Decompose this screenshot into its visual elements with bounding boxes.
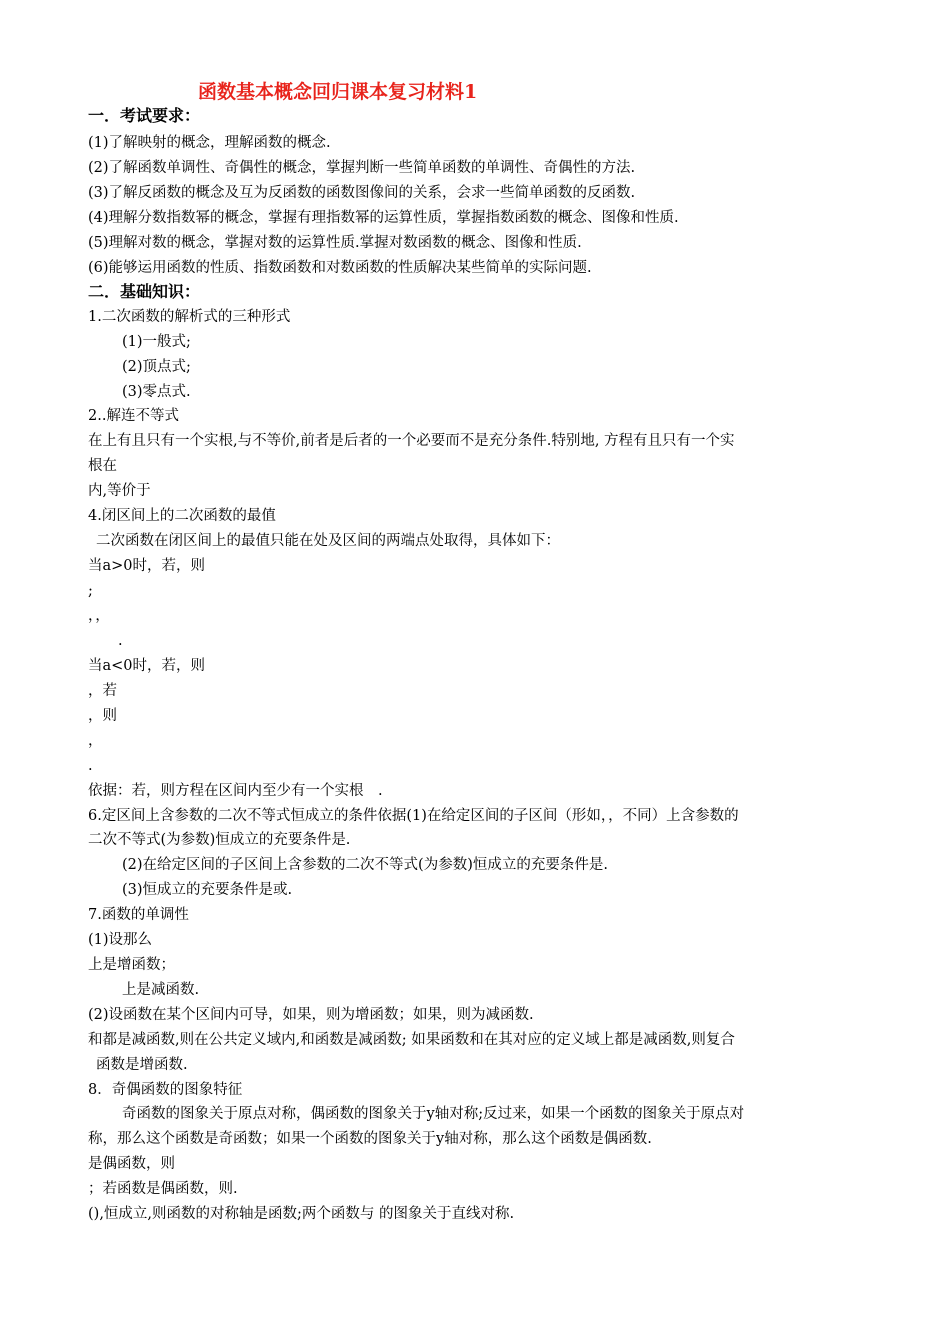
text-line: 根在	[88, 458, 117, 474]
text-line: 8．奇偶函数的图象特征	[88, 1082, 243, 1098]
text-line: ，	[88, 733, 103, 749]
text-line: (2)顶点式;	[122, 359, 191, 375]
text-line: 内,等价于	[88, 483, 151, 499]
text-line: (2)在给定区间的子区间上含参数的二次不等式(为参数)恒成立的充要条件是.	[122, 857, 608, 873]
text-line: 二次不等式(为参数)恒成立的充要条件是.	[88, 832, 351, 848]
text-line: 4.闭区间上的二次函数的最值	[88, 508, 276, 524]
text-line: 2..解连不等式	[88, 408, 179, 424]
text-line: (3)恒成立的充要条件是或.	[122, 882, 293, 898]
text-line: 在上有且只有一个实根,与不等价,前者是后者的一个必要而不是充分条件.特别地, 方程有且只有一个实	[88, 433, 735, 449]
text-line: 当a<0时，若，则	[88, 658, 206, 674]
text-line: ;	[88, 583, 93, 599]
text-line: 和都是减函数,则在公共定义域内,和函数是减函数; 如果函数和在其对应的定义域上都是减函数,则复合	[88, 1032, 735, 1048]
text-line: 6.定区间上含参数的二次不等式恒成立的条件依据(1)在给定区间的子区间（形如，，不同）上含参数的	[88, 808, 739, 824]
text-line: 函数是增函数.	[96, 1057, 188, 1073]
text-line: .	[118, 633, 123, 649]
text-line: 奇函数的图象关于原点对称，偶函数的图象关于y轴对称;反过来，如果一个函数的图象关于原点对	[122, 1106, 745, 1122]
text-line: 二次函数在闭区间上的最值只能在处及区间的两端点处取得，具体如下：	[96, 533, 560, 549]
requirement-line: (6)能够运用函数的性质、指数函数和对数函数的性质解决某些简单的实际问题.	[88, 260, 592, 276]
requirement-line: (2)了解函数单调性、奇偶性的概念，掌握判断一些简单函数的单调性、奇偶性的方法.	[88, 160, 636, 176]
text-line: 是偶函数，则	[88, 1156, 175, 1172]
text-line: (2)设函数在某个区间内可导，如果，则为增函数；如果，则为减函数.	[88, 1007, 534, 1023]
text-line: 上是增函数；	[88, 957, 175, 973]
section-heading-requirements: 一．考试要求：	[88, 106, 201, 125]
text-line: 称，那么这个函数是奇函数；如果一个函数的图象关于y轴对称，那么这个函数是偶函数.	[88, 1131, 652, 1147]
requirement-line: (4)理解分数指数幂的概念，掌握有理指数幂的运算性质，掌握指数函数的概念、图像和性质.	[88, 210, 679, 226]
text-line: 上是减函数.	[122, 982, 200, 998]
text-line: 7.函数的单调性	[88, 907, 189, 923]
section-heading-basics: 二．基础知识：	[88, 282, 201, 301]
text-line: .	[88, 758, 93, 774]
requirement-line: (3)了解反函数的概念及互为反函数的函数图像间的关系，会求一些简单函数的反函数.	[88, 185, 636, 201]
text-line: (),恒成立,则函数的对称轴是函数;两个函数与 的图象关于直线对称.	[88, 1206, 515, 1222]
text-line: ，则	[88, 708, 117, 724]
text-line: (1)设那么	[88, 932, 153, 948]
requirement-line: (1)了解映射的概念，理解函数的概念.	[88, 135, 331, 151]
text-line: 依据：若，则方程在区间内至少有一个实根 .	[88, 783, 383, 799]
text-line: (1)一般式;	[122, 334, 191, 350]
text-line: ，，	[88, 608, 110, 624]
document-title: 函数基本概念回归课本复习材料1	[198, 81, 478, 103]
text-line: (3)零点式.	[122, 384, 191, 400]
text-line: ，若	[88, 683, 117, 699]
requirement-line: (5)理解对数的概念，掌握对数的运算性质.掌握对数函数的概念、图像和性质.	[88, 235, 582, 251]
text-line: 当a>0时，若，则	[88, 558, 206, 574]
text-line: 1.二次函数的解析式的三种形式	[88, 309, 291, 325]
text-line: ；若函数是偶函数，则.	[88, 1181, 238, 1197]
